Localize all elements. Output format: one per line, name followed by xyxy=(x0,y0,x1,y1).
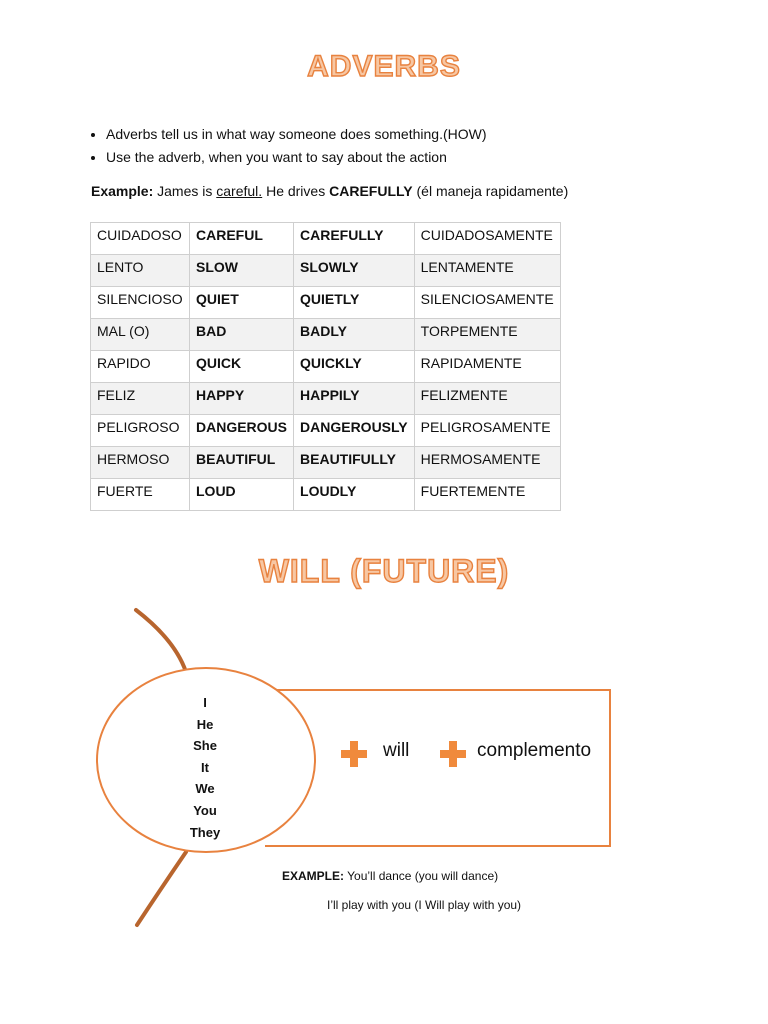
table-cell: CAREFULLY xyxy=(294,223,415,255)
pronoun: You xyxy=(193,802,217,818)
will-example-text: You’ll dance (you will dance) xyxy=(344,869,499,883)
table-cell: LOUD xyxy=(190,479,294,511)
table-cell: RAPIDO xyxy=(91,351,190,383)
pronoun: It xyxy=(201,759,209,775)
table-cell: DANGEROUS xyxy=(190,415,294,447)
table-cell: CAREFUL xyxy=(190,223,294,255)
table-cell: SLOW xyxy=(190,255,294,287)
example-underlined: careful. xyxy=(216,183,263,199)
table-cell: PELIGROSAMENTE xyxy=(414,415,560,447)
table-cell: DANGEROUSLY xyxy=(294,415,415,447)
bottom-arc xyxy=(137,852,186,925)
example-label: Example: xyxy=(91,183,154,199)
table-cell: SILENCIOSO xyxy=(91,287,190,319)
table-row xyxy=(91,223,561,255)
table-row xyxy=(91,351,561,383)
table-cell: SILENCIOSAMENTE xyxy=(414,287,560,319)
table-cell: HAPPY xyxy=(190,383,294,415)
pronoun: I xyxy=(203,695,207,710)
table-cell: HAPPILY xyxy=(294,383,415,415)
plus-icon xyxy=(440,741,466,767)
bullet-item: • Adverbs tell us in what way someone does something.(HOW) xyxy=(106,126,487,143)
table-cell: FUERTEMENTE xyxy=(414,479,560,511)
example-text: (él maneja rapidamente) xyxy=(412,183,569,199)
table-cell: BEAUTIFUL xyxy=(190,447,294,479)
pronoun: We xyxy=(195,781,215,797)
table-row xyxy=(91,479,561,511)
table-cell: QUICK xyxy=(190,351,294,383)
pronoun-list xyxy=(165,692,245,843)
table-row xyxy=(91,255,561,287)
table-cell: RAPIDAMENTE xyxy=(414,351,560,383)
table-row xyxy=(91,383,561,415)
table-row xyxy=(91,447,561,479)
table-cell: PELIGROSO xyxy=(91,415,190,447)
adverbs-table xyxy=(90,222,561,511)
table-cell: CUIDADOSO xyxy=(91,223,190,255)
table-cell: MAL (O) xyxy=(91,319,190,351)
will-example-line: I’ll play with you (I Will play with you) xyxy=(327,898,522,912)
table-cell: CUIDADOSAMENTE xyxy=(414,223,560,255)
table-cell: SLOWLY xyxy=(294,255,415,287)
formula-box xyxy=(265,690,610,846)
example-bold-word: CAREFULLY xyxy=(329,183,413,199)
example-text: He drives xyxy=(262,183,330,199)
will-example-line xyxy=(282,869,498,883)
table-cell: BADLY xyxy=(294,319,415,351)
table-row xyxy=(91,287,561,319)
table-cell: HERMOSO xyxy=(91,447,190,479)
adverb-example xyxy=(91,183,568,199)
will-word: will xyxy=(383,740,410,761)
pronoun: They xyxy=(189,824,221,840)
top-arc xyxy=(136,610,186,672)
pronoun: He xyxy=(196,716,214,732)
table-cell: QUICKLY xyxy=(294,351,415,383)
complement-word: complemento xyxy=(477,740,592,761)
table-row xyxy=(91,319,561,351)
table-cell: FUERTE xyxy=(91,479,190,511)
bullet-list xyxy=(86,126,487,172)
table-cell: TORPEMENTE xyxy=(414,319,560,351)
plus-icon xyxy=(341,741,367,767)
example-text: James is xyxy=(153,183,217,199)
adverbs-title: ADVERBS xyxy=(307,50,461,83)
will-title: WILL (FUTURE) xyxy=(258,553,510,589)
table-cell: HERMOSAMENTE xyxy=(414,447,560,479)
table-cell: LENTO xyxy=(91,255,190,287)
table-cell: QUIETLY xyxy=(294,287,415,319)
table-row xyxy=(91,415,561,447)
will-diagram xyxy=(0,600,768,940)
table-cell: LOUDLY xyxy=(294,479,415,511)
table-cell: LENTAMENTE xyxy=(414,255,560,287)
table-cell: QUIET xyxy=(190,287,294,319)
table-cell: BAD xyxy=(190,319,294,351)
pronoun: She xyxy=(193,738,217,754)
table-cell: BEAUTIFULLY xyxy=(294,447,415,479)
table-cell: FELIZ xyxy=(91,383,190,415)
will-example-label: EXAMPLE: xyxy=(282,869,345,883)
table-cell: FELIZMENTE xyxy=(414,383,560,415)
bullet-item: • Use the adverb, when you want to say about the action xyxy=(106,149,487,166)
